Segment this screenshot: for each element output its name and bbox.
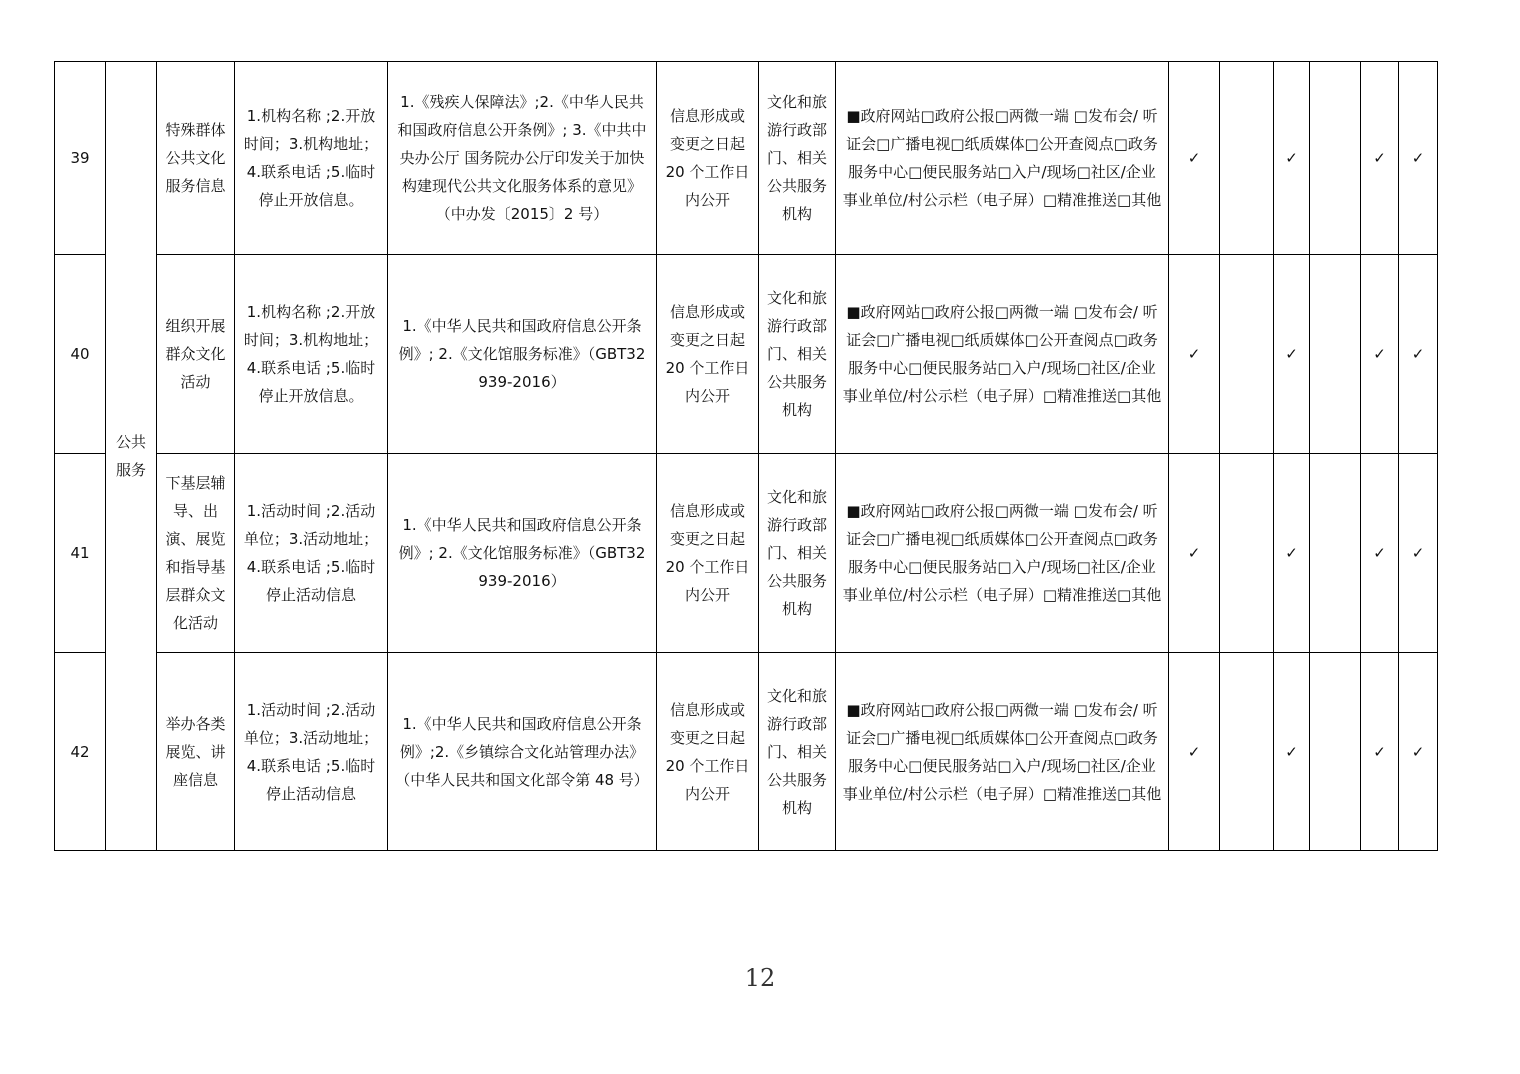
subject-cell: 文化和旅游行政部门、相关公共服务机构 xyxy=(759,454,836,653)
item-cell: 下基层辅导、出演、展览和指导基层群众文化活动 xyxy=(157,454,235,653)
row-number: 41 xyxy=(55,454,106,653)
check-mark: ✓ xyxy=(1274,255,1310,454)
empty-mark xyxy=(1220,454,1274,653)
check-mark: ✓ xyxy=(1361,255,1399,454)
channel-cell: ■政府网站□政府公报□两微一端 □发布会/ 听证会□广播电视□纸质媒体□公开查阅点□政务服务中心□便民服务站□入户/现场□社区/企业事业单位/村公示栏（电子屏）□精准推送□其他 xyxy=(836,255,1169,454)
time-limit-cell: 信息形成或变更之日起 20 个工作日内公开 xyxy=(657,255,759,454)
check-mark: ✓ xyxy=(1399,62,1438,255)
check-mark: ✓ xyxy=(1361,653,1399,851)
empty-mark xyxy=(1310,454,1361,653)
row-number: 40 xyxy=(55,255,106,454)
row-number: 42 xyxy=(55,653,106,851)
subject-cell: 文化和旅游行政部门、相关公共服务机构 xyxy=(759,255,836,454)
table-row xyxy=(55,62,1438,255)
check-mark: ✓ xyxy=(1399,454,1438,653)
table-row xyxy=(55,653,1438,851)
item-cell: 组织开展群众文化活动 xyxy=(157,255,235,454)
content-cell: 1.机构名称 ;2.开放时间；3.机构地址；4.联系电话 ;5.临时停止开放信息。 xyxy=(235,255,388,454)
empty-mark xyxy=(1310,62,1361,255)
content-cell: 1.机构名称 ;2.开放时间；3.机构地址；4.联系电话 ;5.临时停止开放信息。 xyxy=(235,62,388,255)
check-mark: ✓ xyxy=(1169,255,1220,454)
empty-mark xyxy=(1220,255,1274,454)
empty-mark xyxy=(1220,62,1274,255)
basis-cell: 1.《中华人民共和国政府信息公开条例》; 2.《文化馆服务标准》（GBT32939-2016） xyxy=(388,255,657,454)
time-limit-cell: 信息形成或变更之日起 20 个工作日内公开 xyxy=(657,653,759,851)
check-mark: ✓ xyxy=(1169,653,1220,851)
basis-cell: 1.《中华人民共和国政府信息公开条例》;2.《乡镇综合文化站管理办法》（中华人民共和国文化部令第 48 号） xyxy=(388,653,657,851)
page-number: 12 xyxy=(744,964,776,992)
disclosure-table xyxy=(54,61,1438,851)
channel-cell: ■政府网站□政府公报□两微一端 □发布会/ 听证会□广播电视□纸质媒体□公开查阅点□政务服务中心□便民服务站□入户/现场□社区/企业事业单位/村公示栏（电子屏）□精准推送□其他 xyxy=(836,62,1169,255)
category-cell: 公共服务 xyxy=(106,62,157,851)
empty-mark xyxy=(1310,255,1361,454)
channel-cell: ■政府网站□政府公报□两微一端 □发布会/ 听证会□广播电视□纸质媒体□公开查阅点□政务服务中心□便民服务站□入户/现场□社区/企业事业单位/村公示栏（电子屏）□精准推送□其他 xyxy=(836,454,1169,653)
check-mark: ✓ xyxy=(1169,454,1220,653)
check-mark: ✓ xyxy=(1361,454,1399,653)
time-limit-cell: 信息形成或变更之日起 20 个工作日内公开 xyxy=(657,454,759,653)
content-cell: 1.活动时间 ;2.活动单位；3.活动地址；4.联系电话 ;5.临时停止活动信息 xyxy=(235,653,388,851)
check-mark: ✓ xyxy=(1399,255,1438,454)
check-mark: ✓ xyxy=(1169,62,1220,255)
table-row xyxy=(55,454,1438,653)
channel-cell: ■政府网站□政府公报□两微一端 □发布会/ 听证会□广播电视□纸质媒体□公开查阅点□政务服务中心□便民服务站□入户/现场□社区/企业事业单位/村公示栏（电子屏）□精准推送□其他 xyxy=(836,653,1169,851)
empty-mark xyxy=(1220,653,1274,851)
check-mark: ✓ xyxy=(1399,653,1438,851)
check-mark: ✓ xyxy=(1274,62,1310,255)
row-number: 39 xyxy=(55,62,106,255)
item-cell: 特殊群体公共文化服务信息 xyxy=(157,62,235,255)
check-mark: ✓ xyxy=(1274,454,1310,653)
basis-cell: 1.《残疾人保障法》;2.《中华人民共和国政府信息公开条例》; 3.《中共中央办公厅 国务院办公厅印发关于加快构建现代公共文化服务体系的意见》（中办发〔2015〕2 号） xyxy=(388,62,657,255)
empty-mark xyxy=(1310,653,1361,851)
subject-cell: 文化和旅游行政部门、相关公共服务机构 xyxy=(759,62,836,255)
basis-cell: 1.《中华人民共和国政府信息公开条例》; 2.《文化馆服务标准》（GBT32939-2016） xyxy=(388,454,657,653)
table-row xyxy=(55,255,1438,454)
check-mark: ✓ xyxy=(1274,653,1310,851)
content-cell: 1.活动时间 ;2.活动单位；3.活动地址；4.联系电话 ;5.临时停止活动信息 xyxy=(235,454,388,653)
time-limit-cell: 信息形成或变更之日起 20 个工作日内公开 xyxy=(657,62,759,255)
check-mark: ✓ xyxy=(1361,62,1399,255)
item-cell: 举办各类展览、讲座信息 xyxy=(157,653,235,851)
subject-cell: 文化和旅游行政部门、相关公共服务机构 xyxy=(759,653,836,851)
